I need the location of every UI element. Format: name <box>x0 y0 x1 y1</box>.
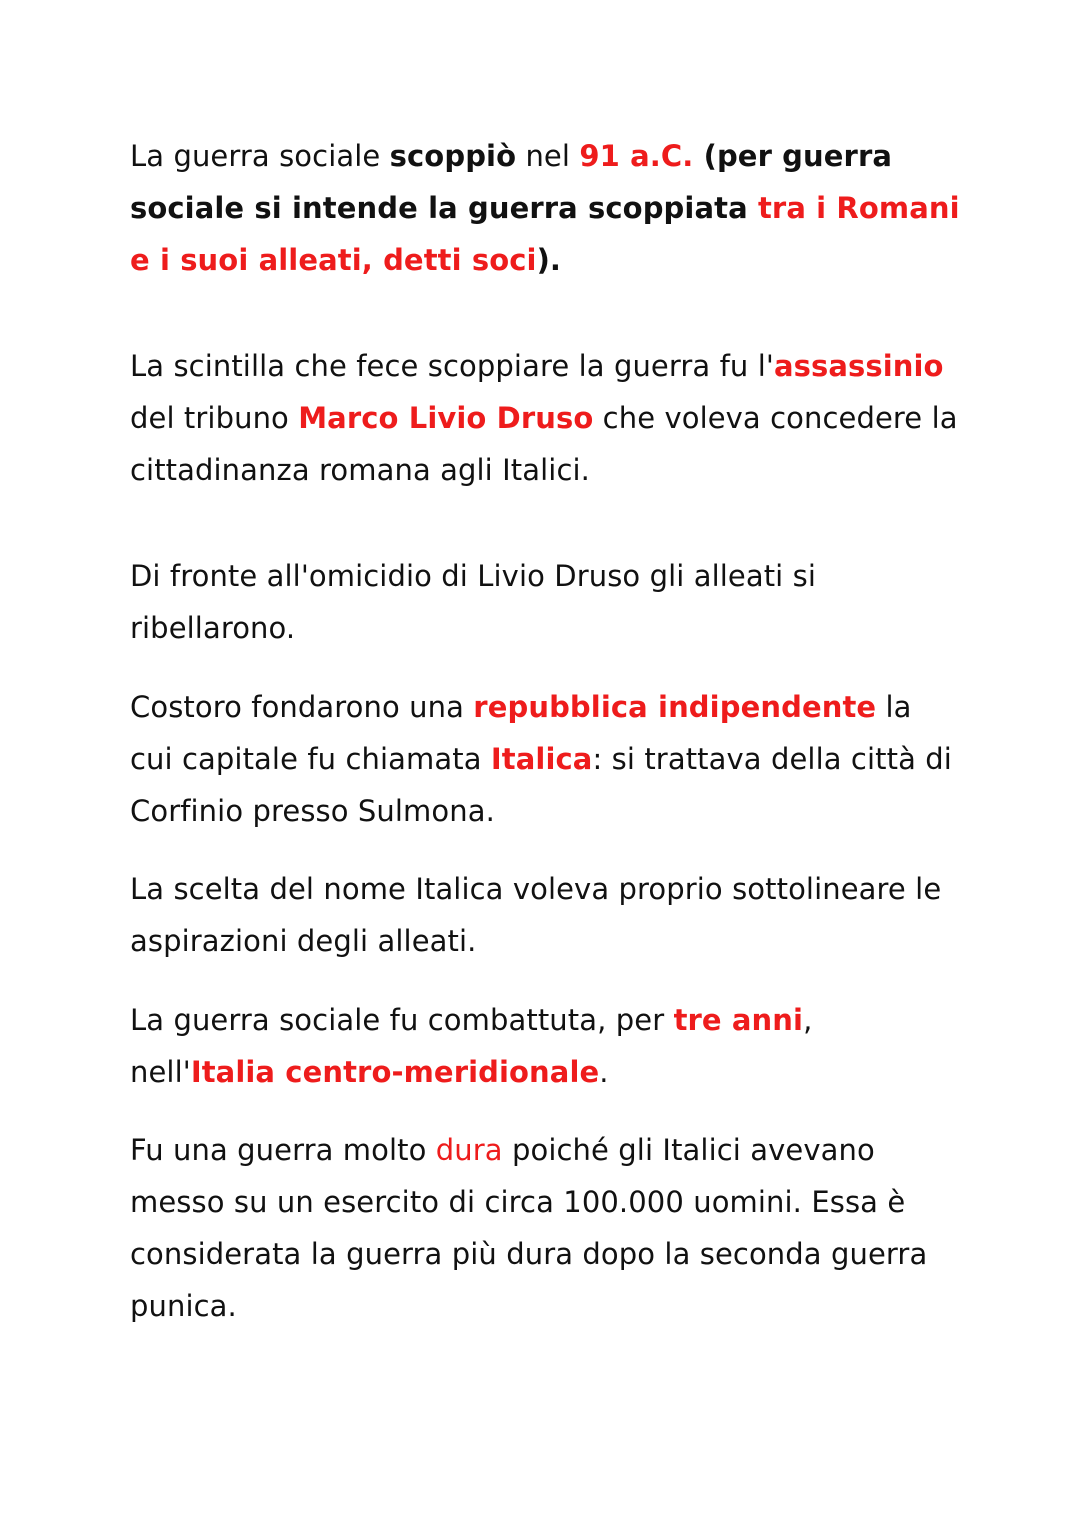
bold-term-scoppio: scoppiò <box>389 139 517 173</box>
text-span: del tribuno <box>130 401 299 435</box>
paragraph-guerra-sociale-intro <box>130 130 960 286</box>
paragraph-durata <box>130 994 960 1098</box>
text-span: nel <box>516 139 580 173</box>
text-span: : si trattava della città di Corfinio presso Sulmona. <box>130 742 952 828</box>
text-span: che voleva concedere la cittadinanza romana agli Italici. <box>130 401 958 487</box>
bold-definition: (per guerra sociale si intende la guerra scoppiata <box>130 139 893 225</box>
text-span: . <box>599 1055 609 1089</box>
paragraph-guerra-dura <box>130 1124 960 1332</box>
paragraph-repubblica <box>130 681 960 837</box>
highlight-italica: Italica <box>490 742 593 776</box>
paragraph-nome-italica <box>130 863 960 967</box>
highlight-date: 91 a.C. <box>579 139 694 173</box>
text-span: La scelta del nome Italica voleva proprio sottolineare le aspirazioni degli alleati. <box>130 872 942 958</box>
highlight-druso: Marco Livio Druso <box>298 401 594 435</box>
text-span: Costoro fondarono una <box>130 690 474 724</box>
highlight-italia: Italia centro-meridionale <box>190 1055 600 1089</box>
highlight-assassinio: assassinio <box>773 349 944 383</box>
paragraph-scintilla <box>130 340 960 496</box>
text-span: La guerra sociale <box>130 139 390 173</box>
highlight-tre-anni: tre anni <box>673 1003 804 1037</box>
text-span: La scintilla che fece scoppiare la guerra fu l' <box>130 349 774 383</box>
text-span: La guerra sociale fu combattuta, per <box>130 1003 674 1037</box>
highlight-parties: tra i Romani e i suoi alleati, detti soci <box>130 191 960 277</box>
bold-closing: ). <box>536 243 562 277</box>
text-span: Di fronte all'omicidio di Livio Druso gli alleati si ribellarono. <box>130 559 817 645</box>
text-span: , nell' <box>130 1003 813 1089</box>
highlight-dura: dura <box>435 1133 503 1167</box>
text-span: poiché gli Italici avevano messo su un esercito di circa 100.000 uomini. Essa è considerata la guerra più dura dopo la seconda guerra punica. <box>130 1133 928 1323</box>
text-span: la cui capitale fu chiamata <box>130 690 912 776</box>
highlight-repubblica: repubblica indipendente <box>473 690 877 724</box>
paragraph-ribellione <box>130 550 960 654</box>
text-span: Fu una guerra molto <box>130 1133 436 1167</box>
